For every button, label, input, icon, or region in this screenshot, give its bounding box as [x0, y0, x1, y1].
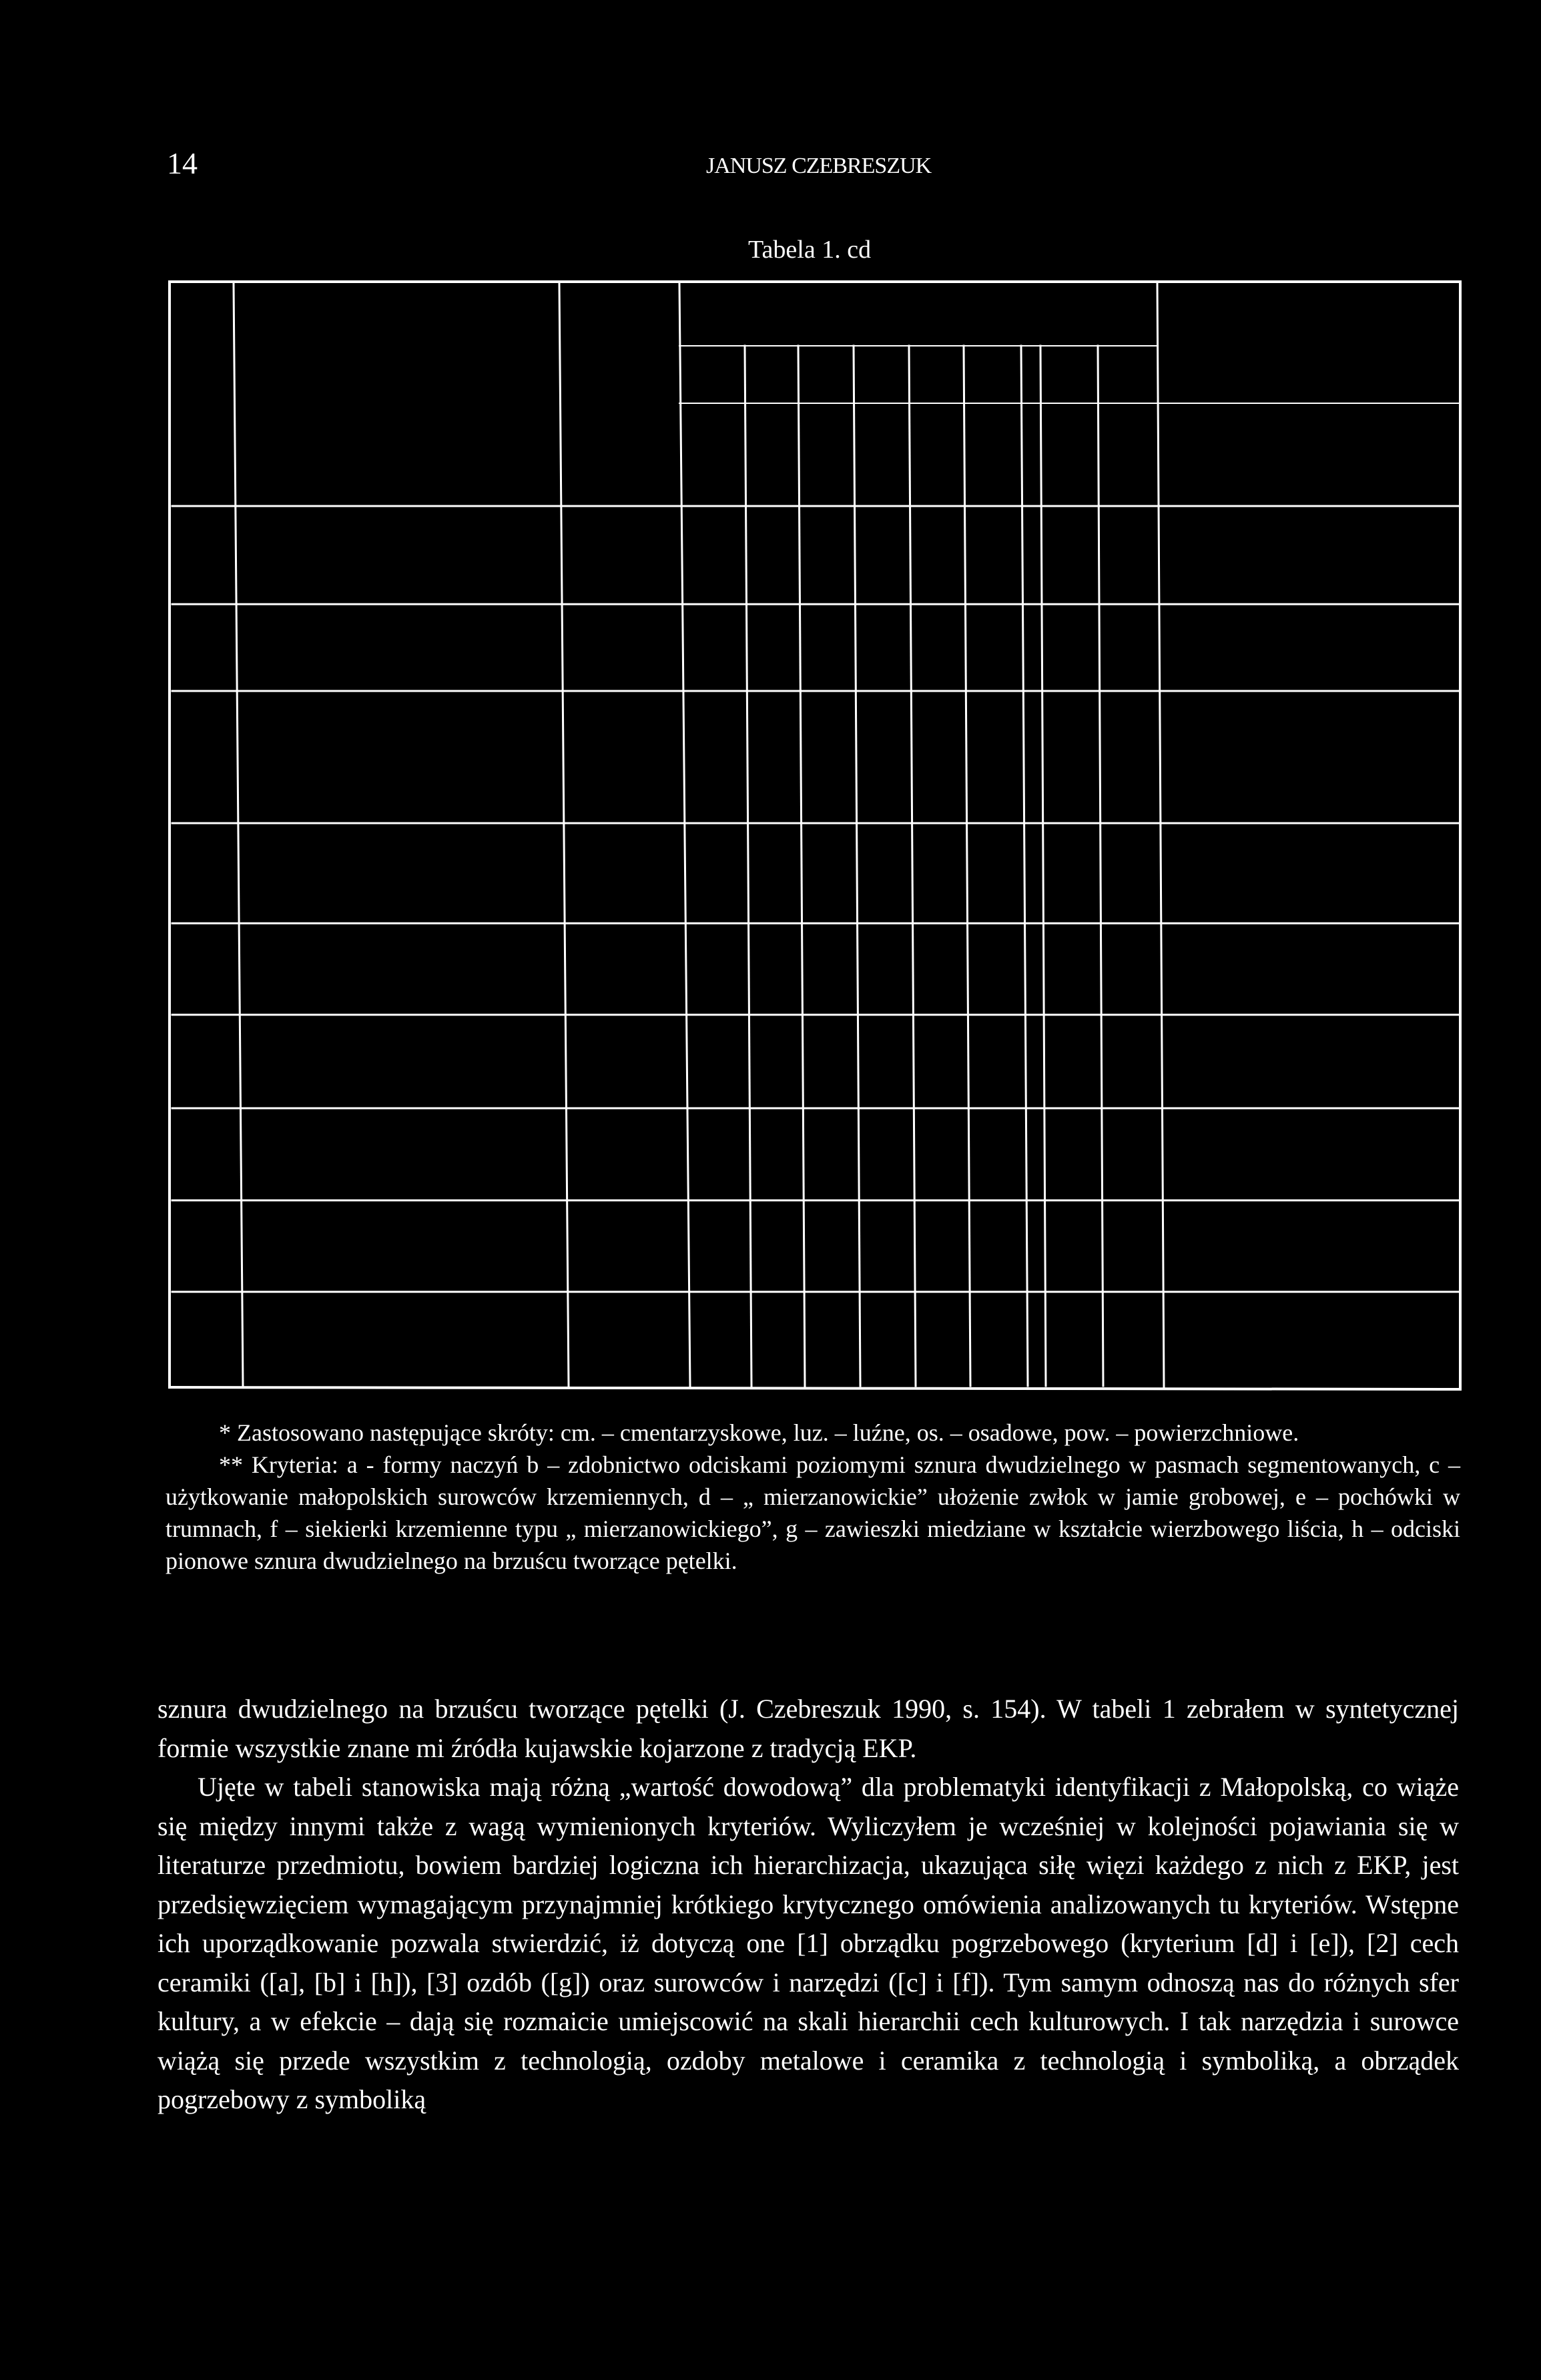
footnote-abbreviations: * Zastosowano następujące skróty: cm. – cmentarzyskowe, luz. – luźne, os. – osadowe, pow. – powierzchniowe.: [219, 1419, 1299, 1446]
paragraph-2: Ujęte w tabeli stanowiska mają różną „wartość dowodową” dla problematyki identyfikacji z Małopolską, co wiąże się między innymi także z wagą wymienionych kryteriów. Wyliczyłem je wcześniej w kolejności pojawiania się w literaturze przedmiotu, bowiem bardziej logiczna ich hierarchizacja, ukazująca siłę więzi każdego z nich z EKP, jest przedsięwzięciem wymagającym przynajmniej krótkiego krytycznego omówienia analizowanych tu kryteriów. Wstępne ich uporządkowanie pozwala stwierdzić, iż dotyczą one [1] obrządku pogrzebowego (kryterium [d] i [e]), [2] cech ceramiki ([a], [b] i [h]), [3] ozdób ([g]) oraz surowców i narzędzi ([c] i [f]). Tym samym odnoszą nas do różnych sfer kultury, a w efekcie – dają się rozmaicie umiejscowić na skali hierarchii cech kulturowych. I tak narzędzia i surowce wiążą się przede wszystkim z technologią, ozdoby metalowe i ceramika z technologią i symboliką, a obrządek pogrzebowy z symboliką: [158, 1772, 1459, 2114]
table-frame: [170, 282, 1460, 1389]
body-text: [158, 1690, 1459, 2120]
running-head: JANUSZ CZEBRESZUK: [706, 154, 932, 178]
criteria-column-rules: [745, 346, 1103, 1386]
footnote-criteria: ** Kryteria: a - formy naczyń b – zdobnictwo odciskami poziomymi sznura dwudzielnego w pasmach segmentowanych, c – użytkowanie małopolskich surowców krzemiennych, d – „ mierzanowickie” ułożenie zwłok w jamie grobowej, e – pochówki w trumnach, f – siekierki krzemienne typu „ mierzanowickiego”, g – zawieszki miedziane w kształcie wierzbowego liścia, h – odciski pionowe sznura dwudzielnego na brzuścu tworzące pętelki.: [166, 1451, 1460, 1574]
page-number: 14: [167, 146, 198, 180]
header-rules: [679, 346, 1460, 403]
table-caption: Tabela 1. cd: [748, 236, 872, 264]
row-rules: [172, 506, 1459, 1292]
table-footnotes: [166, 1417, 1460, 1577]
paragraph-1: sznura dwudzielnego na brzuścu tworzące pętelki (J. Czebreszuk 1990, s. 154). W tabeli 1 zebrałem w syntetycznej formie wszystkie znane mi źródła kujawskie kojarzone z tradycją EKP.: [158, 1694, 1459, 1763]
